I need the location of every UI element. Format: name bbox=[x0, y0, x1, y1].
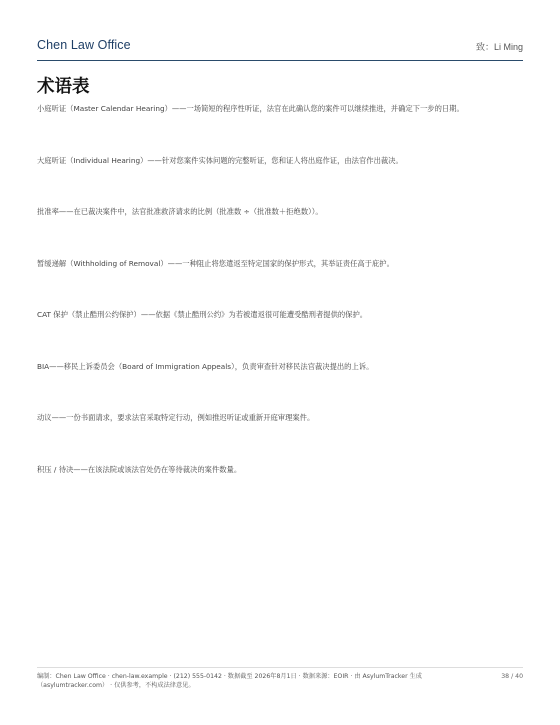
glossary-term-individual-hearing: 大庭听证（Individual Hearing）——针对您案件实体问题的完整听证，您和证人将出庭作证，由法官作出裁决。 bbox=[37, 155, 403, 165]
recipient-line: 致：Li Ming bbox=[475, 42, 523, 52]
page-number: 38 / 40 bbox=[501, 673, 523, 680]
firm-name: Chen Law Office bbox=[37, 38, 131, 52]
glossary-term-motion: 动议——一份书面请求，要求法官采取特定行动，例如推迟听证或重新开庭审理案件。 bbox=[37, 413, 315, 422]
footer-text: 编制：Chen Law Office · chen-law.example · (212) 555-0142 · 数据截至 2026年8月1日 · 数据来源：EOIR · 由 AsylumTracker 生成（asylumtracker.com） · 仅供参考，不构成法律意见。 bbox=[37, 673, 422, 689]
glossary-term-grant-rate: 批准率——在已裁决案件中，法官批准救济请求的比例（批准数 ÷（批准数＋拒绝数））。 bbox=[37, 207, 323, 216]
glossary-list bbox=[37, 103, 530, 515]
glossary-term-bia: BIA——移民上诉委员会（Board of Immigration Appeals），负责审查针对移民法官裁决提出的上诉。 bbox=[37, 361, 374, 371]
page-header bbox=[37, 36, 523, 61]
glossary-term-withholding-of-removal: 暂缓递解（Withholding of Removal）——一种阻止将您遣返至特定国家的保护形式，其举证责任高于庇护。 bbox=[37, 258, 394, 268]
glossary-term-backlog: 积压 / 待决——在该法院或该法官处仍在等待裁决的案件数量。 bbox=[37, 464, 242, 474]
glossary-term-cat-protection: CAT 保护（禁止酷刑公约保护）——依据《禁止酷刑公约》为若被遣返很可能遭受酷刑者提供的保护。 bbox=[37, 310, 368, 319]
page-footer bbox=[37, 667, 523, 690]
glossary-term-master-calendar-hearing: 小庭听证（Master Calendar Hearing）——一场简短的程序性听证，法官在此确认您的案件可以继续推进，并确定下一步的日期。 bbox=[37, 104, 464, 113]
page-title: 术语表 bbox=[37, 77, 90, 97]
